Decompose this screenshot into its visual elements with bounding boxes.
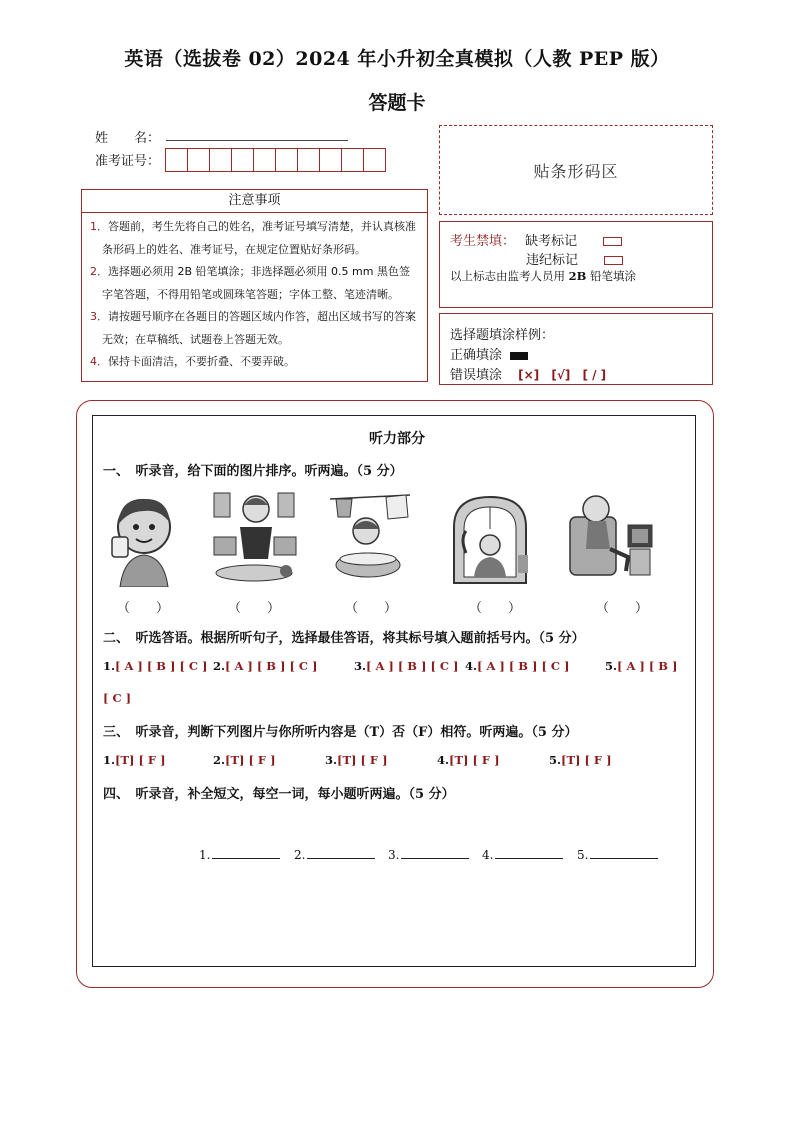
barcode-area (439, 125, 713, 215)
part3-choice-3[interactable]: 3.[T] [ F ] (325, 753, 388, 767)
part3-choice-1[interactable]: 1.[T] [ F ] (103, 753, 166, 767)
part3-choice-2[interactable]: 2.[T] [ F ] (213, 753, 276, 767)
barcode-label: 贴条形码区 (533, 161, 619, 181)
part3-choice-4[interactable]: 4.[T] [ F ] (437, 753, 500, 767)
sample-title: 选择题填涂样例： (450, 328, 555, 343)
listening-section-title: 听力部分 (369, 431, 425, 447)
part2-choice-3[interactable]: 3.[ A ] [ B ] [ C ] (354, 659, 459, 673)
part2-choice-4[interactable]: 4.[ A ] [ B ] [ C ] (465, 659, 570, 673)
id-digit-box[interactable] (165, 148, 188, 172)
part1-title: 一、 听录音，给下面的图片排序。听两遍。（5 分） (103, 464, 403, 479)
id-digit-box[interactable] (253, 148, 276, 172)
filled-mark-icon (510, 352, 528, 360)
blank-3[interactable]: 3. (388, 846, 469, 862)
part2-choice-2[interactable]: 2.[ A ] [ B ] [ C ] (213, 659, 318, 673)
exam-id-boxes[interactable] (165, 148, 385, 172)
id-digit-box[interactable] (187, 148, 210, 172)
blank-5[interactable]: 5. (577, 846, 658, 862)
answer-sheet-title: 答题卡 (368, 92, 426, 114)
notice-item: 2．选择题必须用 2B 铅笔填涂；非选择题必须用 0.5 mm 黑色签字笔答题，不得用铅笔或圆珠笔答题；字体工整、笔迹清晰。 (90, 265, 410, 301)
id-digit-box[interactable] (231, 148, 254, 172)
wrong-mark-2: [√] (551, 368, 571, 382)
answer-bracket-4[interactable]: （ ） (469, 601, 522, 616)
exam-title: 英语（选拔卷 02）2024 年小升初全真模拟（人教 PEP 版） (124, 48, 670, 70)
part2-choice-1[interactable]: 1.[ A ] [ B ] [ C ] (103, 659, 208, 673)
forbidden-label: 考生禁填： (450, 234, 516, 249)
answer-bracket-5[interactable]: （ ） (596, 601, 649, 616)
part3-title: 三、 听录音，判断下列图片与你所听内容是（T）否（F）相符。听两遍。（5 分） (103, 725, 578, 740)
blank-1[interactable]: 1. (199, 846, 280, 862)
girl-washing-picture (326, 487, 414, 587)
wrong-mark-3: [ / ] (582, 368, 607, 382)
notice-item: 3．请按题号顺序在各题目的答题区域内作答，超出区域书写的答案无效；在草稿纸、试题卷上答题无效。 (90, 310, 416, 346)
boy-drinking-picture (104, 487, 192, 587)
proctor-marks-box (439, 221, 713, 308)
id-digit-box[interactable] (363, 148, 386, 172)
answer-bracket-3[interactable]: （ ） (345, 601, 398, 616)
id-digit-box[interactable] (209, 148, 232, 172)
correct-fill-label: 正确填涂 (450, 348, 503, 363)
girl-vacuuming-picture (210, 487, 298, 587)
id-digit-box[interactable] (275, 148, 298, 172)
name-field[interactable] (166, 140, 348, 141)
id-digit-box[interactable] (319, 148, 342, 172)
blank-2[interactable]: 2. (294, 846, 375, 862)
notice-item: 1．答题前，考生先将自己的姓名，准考证号填写清楚，并认真核准条形码上的姓名、准考证号，在规定位置贴好条形码。 (90, 220, 416, 256)
notice-box (81, 189, 428, 382)
part4-title: 四、 听录音，补全短文，每空一词，每小题听两遍。（5 分） (103, 787, 455, 802)
part2-choice-5[interactable]: 5.[ A ] [ B ] (605, 659, 678, 673)
notice-item: 4．保持卡面清洁，不要折叠、不要弄破。 (90, 355, 295, 368)
wrong-mark-1: [×] (518, 368, 540, 382)
part2-choice-5-wrap[interactable]: [ C ] (103, 691, 132, 705)
answer-bracket-2[interactable]: （ ） (228, 601, 281, 616)
absent-mark-label: 缺考标记 (525, 234, 578, 249)
part3-choice-5[interactable]: 5.[T] [ F ] (549, 753, 612, 767)
fill-sample-box (439, 313, 713, 385)
id-digit-box[interactable] (341, 148, 364, 172)
name-label: 姓 名： (95, 131, 161, 146)
blank-4[interactable]: 4. (482, 846, 563, 862)
violation-mark-label: 违纪标记 (526, 253, 579, 268)
id-label: 准考证号： (95, 154, 161, 169)
id-digit-box[interactable] (297, 148, 320, 172)
proctor-note: 以上标志由监考人员用 2B 铅笔填涂 (450, 269, 637, 283)
man-at-window-picture (446, 487, 534, 587)
wrong-fill-label: 错误填涂 (450, 368, 503, 383)
part2-title: 二、 听选答语。根据所听句子，选择最佳答语，将其标号填入题前括号内。（5 分） (103, 631, 585, 646)
absent-mark-box[interactable] (603, 237, 622, 246)
man-watching-tv-picture (566, 487, 654, 587)
violation-mark-box[interactable] (604, 256, 623, 265)
notice-heading: 注意事项 (82, 190, 427, 213)
answer-bracket-1[interactable]: （ ） (117, 601, 170, 616)
